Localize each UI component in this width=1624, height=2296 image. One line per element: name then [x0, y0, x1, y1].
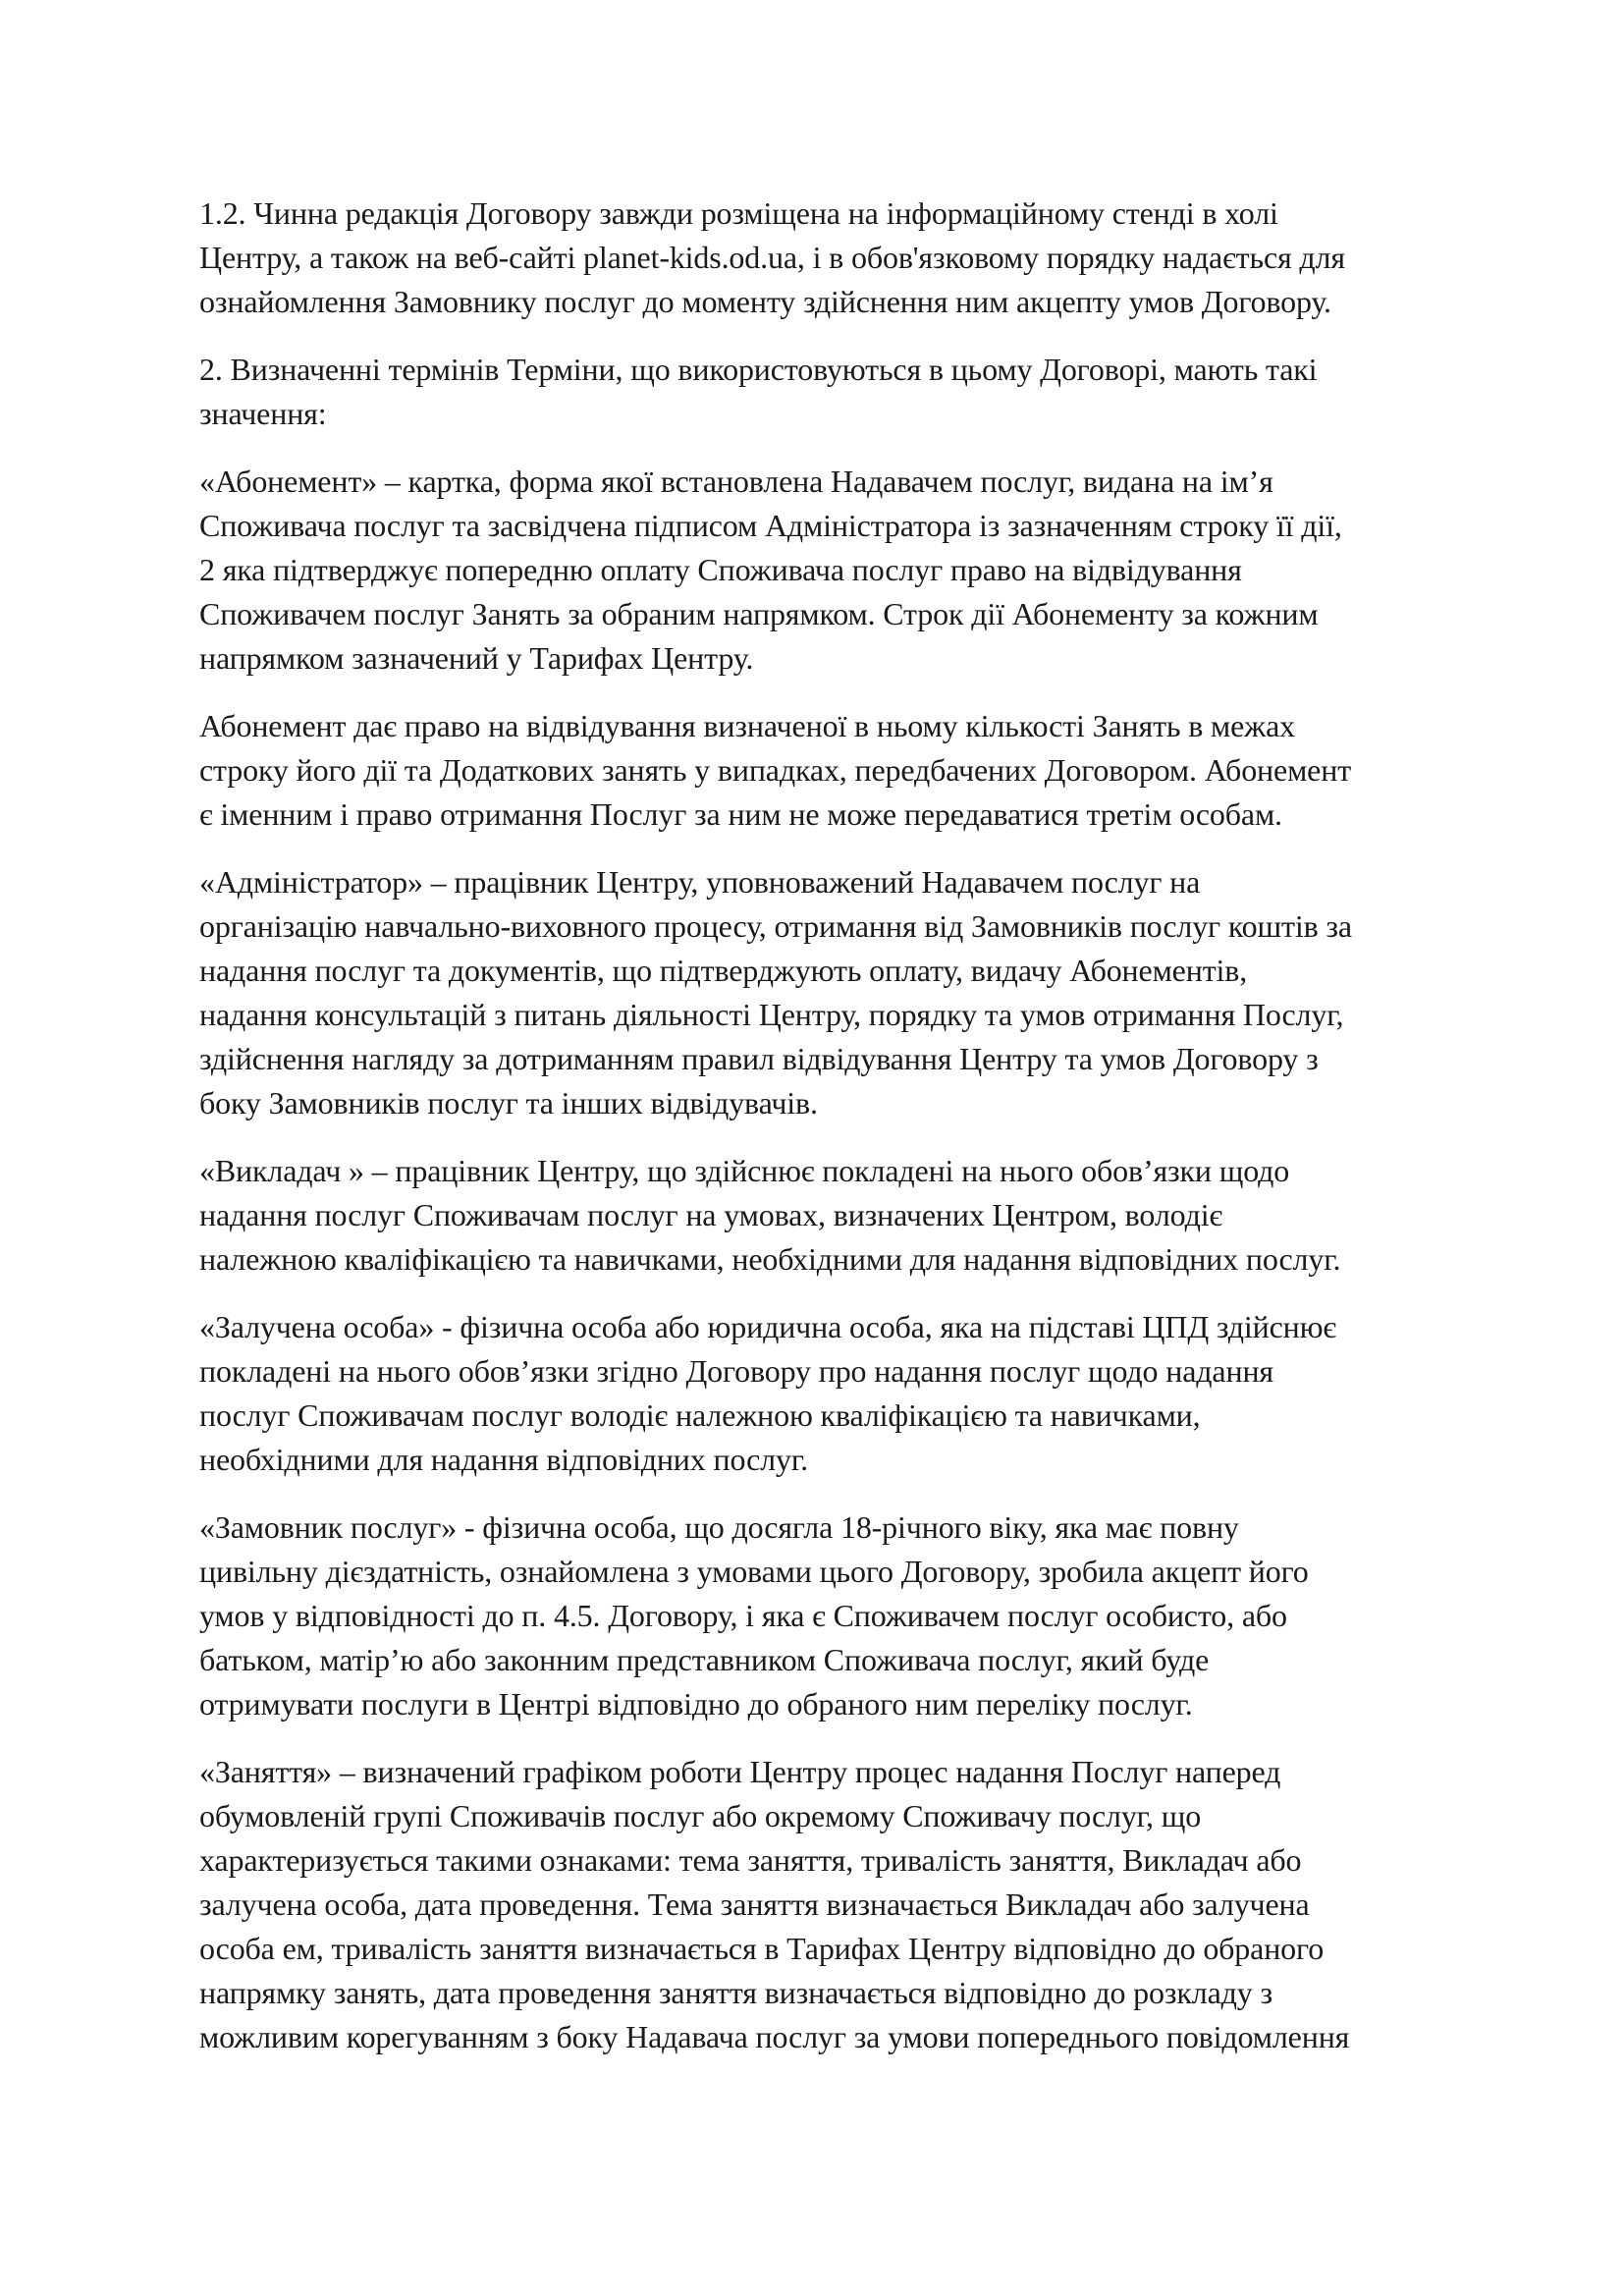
text-line: «Викладач » – працівник Центру, що здійснює покладені на нього обов’язки щодо	[199, 1153, 1290, 1188]
text-line: здійснення нагляду за дотриманням правил відвідування Центру та умов Договору з	[199, 1041, 1319, 1076]
text-line: строку його дії та Додаткових занять у випадках, передбачених Договором. Абонемент	[199, 752, 1352, 788]
text-line: напрямком зазначений у Тарифах Центру.	[199, 640, 754, 676]
text-line: Споживача послуг та засвідчена підписом Адміністратора із зазначенням строку її дії,	[199, 508, 1342, 543]
text-line: надання консультацій з питань діяльності Центру, порядку та умов отримання Послуг,	[199, 997, 1344, 1032]
text-line: «Залучена особа» - фізична особа або юридична особа, яка на підставі ЦПД здійснює	[199, 1309, 1336, 1344]
text-line: характеризується такими ознаками: тема заняття, тривалість заняття, Викладач або	[199, 1842, 1302, 1878]
document-body	[199, 191, 1427, 2083]
text-line: організацію навчально-виховного процесу, отримання від Замовників послуг коштів за	[199, 908, 1352, 944]
text-line: цивільну дієздатність, ознайомлена з умовами цього Договору, зробила акцепт його	[199, 1554, 1309, 1589]
text-line: 1.2. Чинна редакція Договору завжди розміщена на інформаційному стенді в холі	[199, 195, 1278, 231]
text-line: надання послуг та документів, що підтверджують оплату, видачу Абонементів,	[199, 953, 1248, 988]
paragraph-contract-edition	[199, 191, 1427, 324]
text-line: значення:	[199, 396, 327, 431]
text-line: обумовленій групі Споживачів послуг або окремому Споживачу послуг, що	[199, 1798, 1202, 1833]
text-line: 2. Визначенні термінів Терміни, що використовуються в цьому Договорі, мають такі	[199, 352, 1318, 387]
text-line: умов у відповідності до п. 4.5. Договору, і яка є Споживачем послуг особисто, або	[199, 1598, 1287, 1633]
text-line: «Замовник послуг» - фізична особа, що досягла 18-річного віку, яка має повну	[199, 1509, 1239, 1545]
text-line: «Абонемент» – картка, форма якої встановлена Надавачем послуг, видана на ім’я	[199, 464, 1273, 499]
paragraph-definition-teacher	[199, 1149, 1427, 1282]
text-line: необхідними для надання відповідних послуг.	[199, 1442, 809, 1477]
text-line: отримувати послуги в Центрі відповідно до обраного ним переліку послуг.	[199, 1686, 1193, 1722]
text-line: ознайомлення Замовнику послуг до моменту здійснення ним акцепту умов Договору.	[199, 284, 1331, 319]
text-line: належною кваліфікацією та навичками, необхідними для надання відповідних послуг.	[199, 1241, 1341, 1277]
text-line: боку Замовників послуг та інших відвідувачів.	[199, 1085, 818, 1121]
text-line: є іменним і право отримання Послуг за ним не може передаватися третім особам.	[199, 796, 1282, 832]
text-line: Абонемент дає право на відвідування визначеної в ньому кількості Занять в межах	[199, 708, 1296, 743]
text-line: покладені на нього обов’язки згідно Договору про надання послуг щодо надання	[199, 1353, 1273, 1389]
text-line: Центру, а також на веб-сайті planet-kids.od.ua, і в обов'язковому порядку надається для	[199, 240, 1345, 275]
paragraph-definitions-intro	[199, 348, 1427, 436]
paragraph-definition-customer	[199, 1505, 1427, 1726]
text-line: Споживачем послуг Занять за обраним напрямком. Строк дії Абонементу за кожним	[199, 596, 1319, 631]
text-line: «Заняття» – визначений графіком роботи Центру процес надання Послуг наперед	[199, 1754, 1281, 1789]
paragraph-definition-administrator	[199, 860, 1427, 1125]
paragraph-definition-abonement	[199, 460, 1427, 681]
text-line: можливим корегуванням з боку Надавача послуг за умови попереднього повідомлення	[199, 2019, 1350, 2054]
text-line: особа ем, тривалість заняття визначається в Тарифах Центру відповідно до обраного	[199, 1931, 1325, 1966]
text-line: надання послуг Споживачам послуг на умовах, визначених Центром, володіє	[199, 1197, 1223, 1232]
text-line: напрямку занять, дата проведення заняття визначається відповідно до розкладу з	[199, 1975, 1272, 2010]
paragraph-abonement-rights	[199, 704, 1427, 837]
text-line: батьком, матір’ю або законним представником Споживача послуг, який буде	[199, 1642, 1210, 1677]
text-line: послуг Споживачам послуг володіє належною кваліфікацією та навичками,	[199, 1397, 1201, 1433]
paragraph-definition-lesson	[199, 1750, 1427, 2059]
text-line: залучена особа, дата проведення. Тема заняття визначається Викладач або залучена	[199, 1886, 1310, 1922]
paragraph-definition-engaged-person	[199, 1305, 1427, 1482]
text-line: «Адміністратор» – працівник Центру, уповноважений Надавачем послуг на	[199, 864, 1201, 900]
text-line: 2 яка підтверджує попередню оплату Споживача послуг право на відвідування	[199, 552, 1242, 587]
